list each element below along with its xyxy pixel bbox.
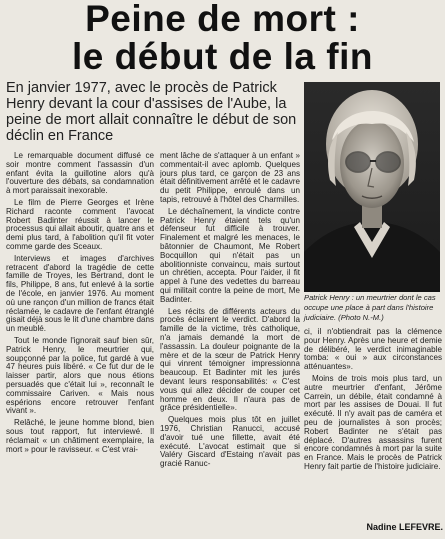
author-signature: Nadine LEFEVRE. bbox=[366, 522, 443, 532]
paragraph: Le déchaînement, la vindicte contre Patrick Henry étaient tels qu'un défenseur fut difficile à trouver. Finalement et malgré les menaces, le bâtonnier de Chaumont, Me Robert Bocquillon qui n'était pas un abolitionniste convaincu, mais surtout un chrétien, accepta. Pour l'aider, il fit appel à l'une des vedettes du barreau qui militait contre la peine de mort, Me Badinter. bbox=[160, 206, 300, 304]
paragraph: Quelques mois plus tôt en juillet 1976, Christian Ranucci, accusé d'avoir tué une fillette, avait été exécuté. L'avocat estimait que si Valéry Giscard d'Estaing n'avait pas gracié Ranuc- bbox=[160, 415, 300, 469]
portrait-photo bbox=[304, 82, 440, 292]
paragraph: Interviews et images d'archives retracent d'abord la tragédie de cette famille de Troyes, les Bertrand, dont le fils, Philippe, 8 ans, fut enlevé à la sortie de l'école, en janvier 1976. Au moment où une rançon d'un million de francs était réclamée, le cadavre de l'enfant étranglé gisait déjà sous le lit d'une chambre dans un meublé. bbox=[6, 253, 154, 334]
paragraph: Le remarquable document diffusé ce soir montre comment l'assassin d'un enfant évita la guillotine alors qu'à l'ouverture des débats, sa condamnation à mort paraissait inexorable. bbox=[6, 152, 154, 196]
article-column-2 bbox=[160, 152, 300, 536]
paragraph: ci, il n'obtiendrait pas la clémence pour Henry. Après une heure et demie de délibéré, le verdict inimaginable tomba: « oui » aux circonstances atténuantes». bbox=[304, 328, 442, 372]
headline-line-2: le début de la fin bbox=[72, 36, 373, 77]
paragraph: Relâché, le jeune homme blond, bien sous tout rapport, fut interviewé. Il réclamait « un châtiment exemplaire, la mort » pour le ravisseur. « C'est vrai- bbox=[6, 418, 154, 454]
paragraph: Moins de trois mois plus tard, un autre meurtrier d'enfant, Jérôme Carrein, un débile, était condamné à mort par les assises de Douai. Il fut exécuté. Il n'y avait pas de caméra et peu de journalistes à son procès; Robert Badinter ne s'était pas déplacé. D'autres assassins furent encore condamnés à mort par la suite en France. Mais le procès de Patrick Henry fait partie de l'histoire judiciaire. bbox=[304, 373, 442, 471]
paragraph: Le film de Pierre Georges et Irène Richard raconte comment l'avocat Robert Badinter réussit à lancer le processus qui allait aboutir, quatre ans et demi plus tard, à l'abolition qu'il fit voter comme garde des Sceaux. bbox=[6, 197, 154, 251]
lead-paragraph: En janvier 1977, avec le procès de Patrick Henry devant la cour d'assises de l'Aube, la peine de mort allait connaître le début de son déclin en France bbox=[6, 80, 297, 144]
photo-caption: Patrick Henry : un meurtrier dont le cas occupe une place à part dans l'histoire judiciaire. (Photo N.-M.) bbox=[304, 293, 436, 322]
paragraph: Tout le monde l'ignorait sauf bien sûr, Patrick Henry, le meurtrier qui, soupçonné par la police, fut gardé à vue 47 heures puis libéré. « Ce fut dur de le laisser partir, alors que nous étions persuadés que c'était lui », reconnaît le commissaire Cariven. « Mais nous espérions encore retrouver l'enfant vivant ». bbox=[6, 335, 154, 416]
portrait-image bbox=[304, 82, 440, 292]
paragraph: ment lâche de s'attaquer à un enfant » commentait-il avec aplomb. Quelques jours plus tard, ce garçon de 23 ans était définitivement arrêté et le cadavre du petit Philippe, enroulé dans un tapis, retrouvé à l'hôtel des Charmilles. bbox=[160, 152, 300, 204]
article-column-1 bbox=[6, 152, 154, 536]
headline-line-1: Peine de mort : bbox=[85, 0, 360, 39]
paragraph: Les récits de différents acteurs du procès éclairent le verdict. D'abord la famille de la victime, très catholique, n'a jamais demandé la mort de l'assassin. La douleur poignante de la mère et de la sœur de Patrick Henry qui vinrent témoigner impressionna beaucoup. Et Badinter mit les jurés devant leurs responsabilités: « C'est vous qui allez décider de couper cet homme en deux. Il n'aura pas de grâce présidentielle». bbox=[160, 306, 300, 413]
article-column-3 bbox=[304, 328, 442, 518]
